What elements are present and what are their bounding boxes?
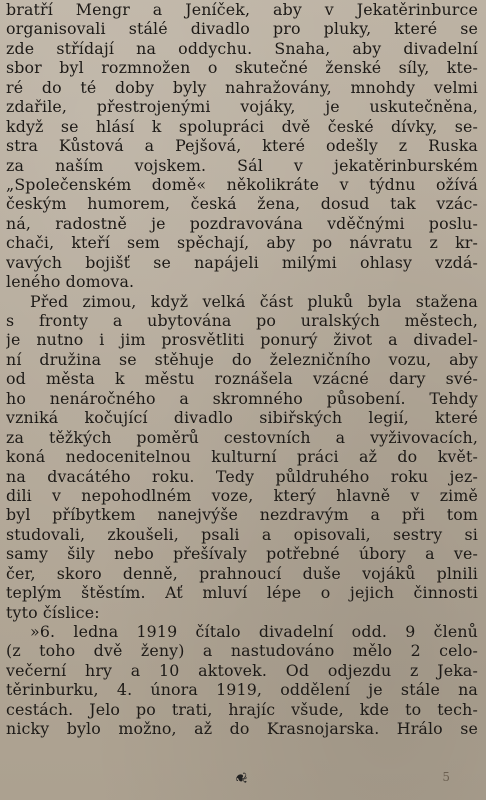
text-line: „Společenském domě« několikráte v týdnu ožívá — [6, 174, 478, 194]
text-line: ní družina se stěhuje do železničního vozu, aby — [6, 349, 478, 369]
text-line: organisovali stálé divadlo pro pluky, které se — [6, 19, 478, 39]
text-line: sbor byl rozmnožen o skutečné ženské síly, kte- — [6, 58, 478, 78]
text-line: cestách. Jelo po trati, hrajíc všude, kde to tech- — [6, 699, 478, 719]
page-number: 5 — [442, 770, 450, 784]
text-line: tyto číslice: — [6, 602, 100, 622]
text-line: s fronty a ubytována po uralských městech, — [6, 311, 478, 330]
text-line: »6. ledna 1919 čítalo divadelní odd. 9 členů — [30, 622, 478, 641]
text-line: čer, skoro denně, prahnoucí duše vojáků plnili — [6, 563, 478, 583]
text-line: byl příbytkem nanejvýše nezdravým a při tom — [6, 505, 478, 525]
text-line: od města k městu roznášela vzácné dary své- — [6, 369, 478, 389]
text-line: vzniká kočující divadlo sibiřských legií, které — [6, 408, 478, 428]
text-line: teplým štěstím. Ať mluví lépe o jejich činnosti — [6, 583, 478, 603]
text-line: bratří Mengr a Jeníček, aby v Jekatěrinburce — [6, 0, 478, 19]
text-line: Před zimou, když velká část pluků byla stažena — [30, 291, 478, 311]
text-line: ho nenáročného a skromného působení. Tehdy — [6, 388, 478, 408]
text-line: stra Kůstová a Pejšová, které odešly z Ruska — [6, 136, 478, 156]
text-line: nicky bylo možno, až do Krasnojarska. Hrálo se — [6, 719, 478, 739]
text-line: chači, kteří sem spěchají, aby po návratu z kr- — [6, 233, 478, 253]
text-line: když se hlásí k spolupráci dvě české dívky, se- — [6, 116, 478, 136]
text-line: (z toho dvě ženy) a nastudováno mělo 2 celo- — [6, 641, 478, 661]
text-line: studovali, zkoušeli, psali a opisovali, sestry si — [6, 524, 478, 544]
text-line: ré do té doby byly nahražovány, mnohdy velmi — [6, 77, 478, 97]
text-line: dili v nepohodlném voze, který hlavně v zimě — [6, 485, 478, 505]
text-line: je nutno i jim prosvětliti ponurý život a divadel- — [6, 330, 478, 350]
text-line: českým humorem, česká žena, dosud tak vzác- — [6, 194, 478, 214]
text-line: těrinburku, 4. února 1919, oddělení je stále na — [6, 680, 478, 700]
text-line: samy šily nebo přešívaly potřebné úbory a ve- — [6, 544, 478, 564]
text-line: zde střídají na oddychu. Snaha, aby divadelní — [6, 38, 478, 58]
text-line: ná, radostně je pozdravována vděčnými poslu- — [6, 213, 478, 233]
text-line: za naším vojskem. Sál v jekatěrinburském — [6, 155, 478, 175]
ornament-icon: ❦ — [232, 771, 250, 785]
text-line: vavých bojišť se napájeli milými ohlasy vzdá- — [6, 252, 478, 272]
text-line: na dvacátého roku. Tedy půldruhého roku jez- — [6, 466, 478, 486]
text-line: zdařile, přestrojenými vojáky, je uskutečněna, — [6, 97, 478, 117]
text-line: koná nedocenitelnou kulturní práci až do květ- — [6, 447, 478, 467]
text-line: večerní hry a 10 aktovek. Od odjezdu z Jeka- — [6, 660, 478, 680]
text-line: za těžkých poměrů cestovních a vyživovacích, — [6, 427, 478, 447]
body-text — [6, 0, 478, 739]
text-line: leného domova. — [6, 272, 135, 292]
